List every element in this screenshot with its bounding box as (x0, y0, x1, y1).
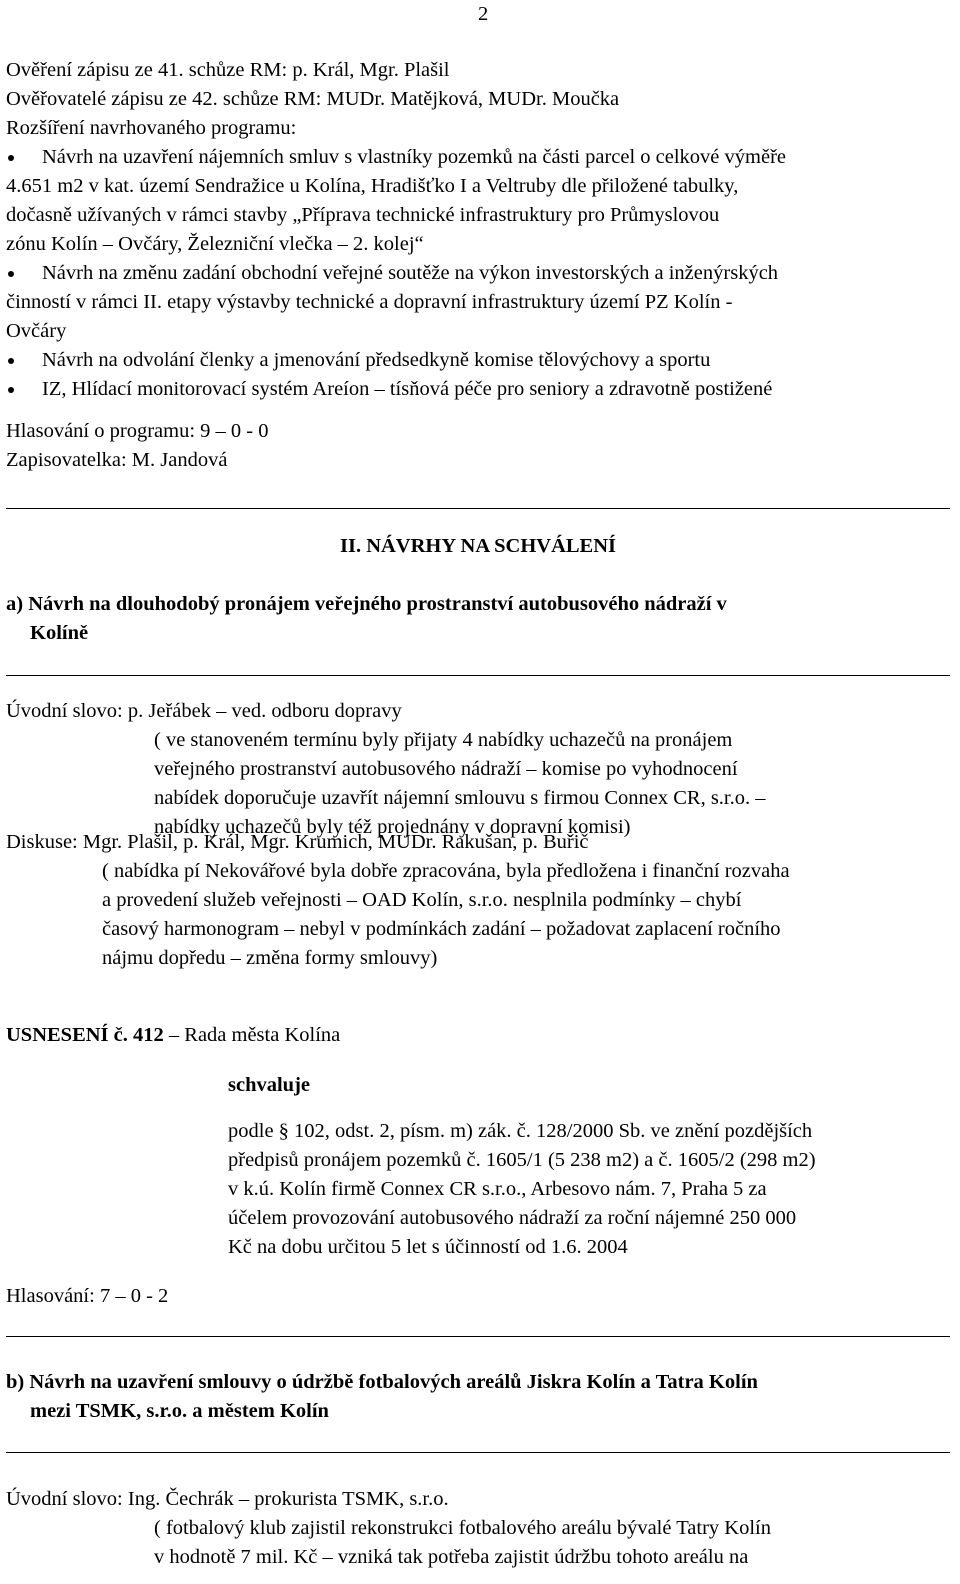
item-a-title: a) Návrh na dlouhodobý pronájem veřejného prostranství autobusového nádraží v Kolíně (6, 593, 727, 644)
intro-speaker: Úvodní slovo: Ing. Čechrák – prokurista TSMK, s.r.o. (6, 1488, 449, 1510)
discussion-speakers: Diskuse: Mgr. Plašil, p. Král, Mgr. Krumich, MUDr. Rakušan, p. Buřič (6, 831, 589, 853)
program-extension-label: Rozšíření navrhovaného programu: (6, 117, 297, 139)
program-voting: Hlasování o programu: 9 – 0 - 0 (6, 420, 269, 442)
approval-text: podle § 102, odst. 2, písm. m) zák. č. 128/2000 Sb. ve znění pozdějších předpisů pronájem pozemků č. 1605/1 (5 238 m2) a č. 1605/2 (298 m2) v k.ú. Kolín firmě Connex CR s.r.o., Arbesovo nám. 7, Praha 5 za účelem provozování autobusového nádraží za roční nájemné 250 000 Kč na dobu určitou 5 let s účinností od 1.6. 2004 (228, 1120, 816, 1258)
item-a-intro: Úvodní slovo: p. Jeřábek – ved. odboru dopravy ( ve stanoveném termínu byly přijaty 4 nabídky uchazečů na pronájem veřejného prostranství autobusového nádraží – komise po vyhodnocení nabídek doporučuje uzavřít nájemní smlouvu s firmou Connex CR, s.r.o. – nabídky uchazečů byly též projednány v dopravní komisi) (6, 697, 766, 842)
section-title: II. NÁVRHY NA SCHVÁLENÍ (339, 535, 617, 557)
recorder: Zapisovatelka: M. Jandová (6, 449, 228, 471)
item-b-intro: Úvodní slovo: Ing. Čechrák – prokurista TSMK, s.r.o. ( fotbalový klub zajistil rekonstrukci fotbalového areálu bývalé Tatry Kolín v hodnotě 7 mil. Kč – vzniká tak potřeba zajistit údržbu tohoto areálu na (6, 1485, 771, 1572)
program-block (6, 56, 950, 475)
program-list (6, 143, 950, 404)
divider (6, 675, 950, 676)
divider (6, 1336, 950, 1337)
verification-prev: Ověření zápisu ze 41. schůze RM: p. Král, Mgr. Plašil (6, 59, 450, 81)
program-item: IZ, Hlídací monitorovací systém Areíon – tísňová péče pro seniory a zdravotně postižené (6, 375, 950, 404)
resolution-body: – Rada města Kolína (163, 1024, 341, 1046)
item-b-title: b) Návrh na uzavření smlouvy o údržbě fotbalových areálů Jiskra Kolín a Tatra Kolín mezi TSMK, s.r.o. a městem Kolín (6, 1371, 758, 1422)
divider (6, 508, 950, 509)
verifiers-current: Ověřovatelé zápisu ze 42. schůze RM: MUDr. Matějková, MUDr. Moučka (6, 88, 620, 110)
resolution-heading (6, 1021, 340, 1050)
intro-speaker: Úvodní slovo: p. Jeřábek – ved. odboru dopravy (6, 700, 402, 722)
page-number: 2 (478, 3, 489, 25)
resolution-number: USNESENÍ č. 412 (6, 1024, 164, 1046)
program-item: Návrh na uzavření nájemních smluv s vlastníky pozemků na části parcel o celkové výměře 4.651 m2 v kat. území Sendražice u Kolína, Hradišťko I a Veltruby dle přiložené tabulky, dočasně užívaných v rámci stavby „Příprava technické infrastruktury pro Průmyslovou zónu Kolín – Ovčáry, Železniční vlečka – 2. kolej“ (6, 143, 950, 259)
program-item: Návrh na změnu zadání obchodní veřejné soutěže na výkon investorských a inženýrských činností v rámci II. etapy výstavby technické a dopravní infrastruktury území PZ Kolín - Ovčáry (6, 259, 950, 346)
item-a-voting: Hlasování: 7 – 0 - 2 (6, 1285, 169, 1307)
item-a-discussion: Diskuse: Mgr. Plašil, p. Král, Mgr. Krumich, MUDr. Rakušan, p. Buřič ( nabídka pí Nekovářové byla dobře zpracována, byla předložena i finanční rozvaha a provedení služeb veřejnosti – OAD Kolín, s.r.o. nesplnila podmínky – chybí časový harmonogram – nebyl v podmínkách zadání – požadovat zaplacení ročního nájmu dopředu – změna formy smlouvy) (6, 828, 790, 973)
approves-label: schvaluje (228, 1074, 310, 1096)
divider (6, 1452, 950, 1453)
program-item: Návrh na odvolání členky a jmenování předsedkyně komise tělovýchovy a sportu (6, 346, 950, 375)
